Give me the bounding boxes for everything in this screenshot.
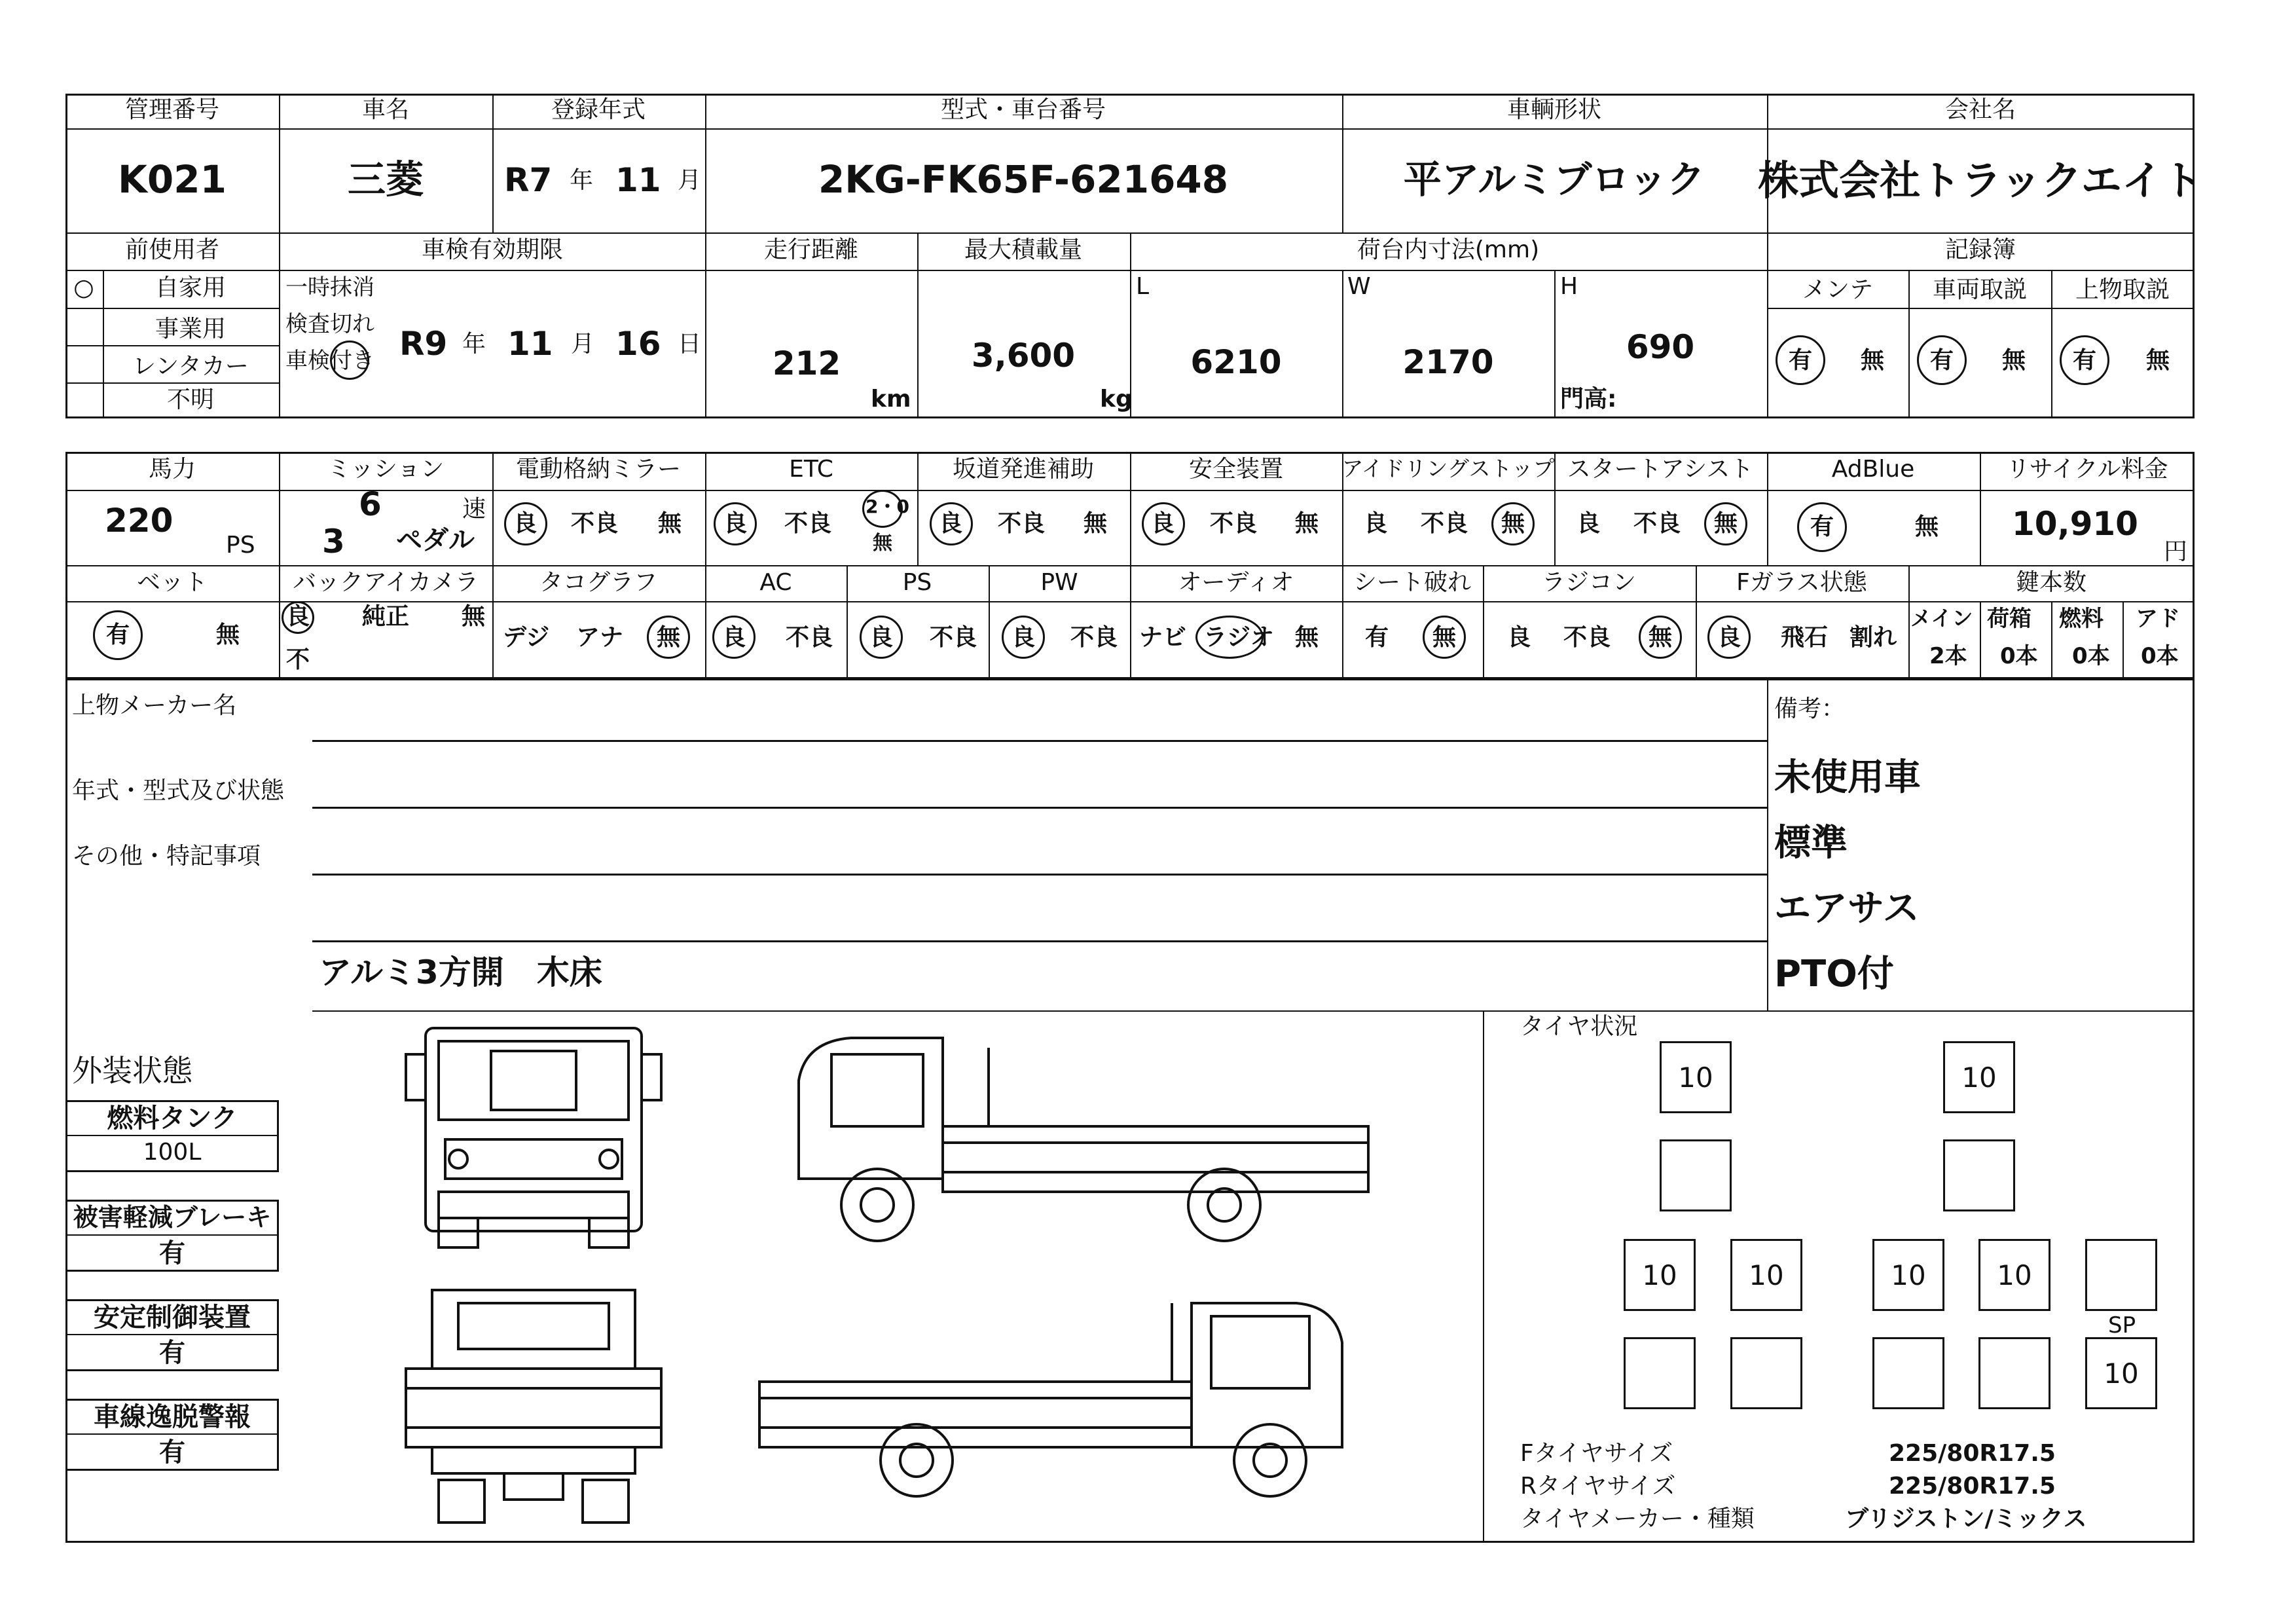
tire-spare: 10 [2085,1337,2157,1409]
stab-label: 安定制御装置 [94,1302,251,1333]
tire-rear-outer-right: 10 [1978,1239,2050,1311]
hdr-bed: ベット [136,569,208,596]
key-niba-n: 0本 [2000,643,2038,669]
reg-era: R7 [504,161,553,199]
start-furyo: 不良 [1633,510,1681,537]
header-touroku: 登録年式 [551,96,646,123]
dim-w: 2170 [1402,343,1494,381]
radicon-mu: 無 [1649,624,1673,651]
fuel-label: 燃料タンク [107,1103,238,1134]
start-mu: 無 [1714,510,1738,537]
capacity-value: 3,600 [971,337,1076,375]
record-uwamono: 上物取説 [2075,276,2170,303]
hdr-audio: オーディオ [1178,569,1294,596]
hill-ryo: 良 [939,510,963,537]
hdr-ps: PS [902,569,932,596]
seat-ari: 有 [1365,624,1389,651]
anzen-ryo: 良 [1151,510,1175,537]
hdr-fglass: Fガラス状態 [1736,569,1867,596]
seat-mu: 無 [1432,624,1457,651]
tire-rear-outer-left: 10 [1624,1239,1696,1311]
pedal-num: 3 [322,523,345,561]
prev-user-jigyo: 事業用 [155,316,227,342]
backcam-ryo: 良 [286,603,310,630]
dim-mondaka: 門高: [1560,386,1617,413]
biko-line3: エアサス [1774,887,1920,930]
idling-furyo: 不良 [1421,510,1468,537]
key-main-n: 2本 [1929,643,1967,669]
key-niba: 荷箱 [1987,606,2032,632]
prev-user-rental: レンタカー [132,353,249,380]
dim-h-label: H [1560,273,1578,300]
radicon-ryo: 良 [1507,624,1531,651]
shaken-nen: 年 [462,331,486,358]
tire-rear-inner-left: 10 [1730,1239,1802,1311]
tire-extra-box [2085,1239,2157,1311]
hdr-start: スタートアシスト [1567,456,1754,483]
biko-line4: PTO付 [1774,953,1894,995]
reg-month: 11 [615,161,661,199]
header-nidai: 荷台内寸法(mm) [1357,236,1540,263]
lane-value: 有 [159,1437,185,1467]
mente-nashi: 無 [1861,347,1885,374]
hdr-backcam: バックアイカメラ [293,569,479,596]
lane-label: 車線逸脱警報 [94,1402,251,1432]
ac-ryo: 良 [722,624,746,651]
kaisha-value: 株式会社トラックエイト [1758,157,2203,204]
prev-user-fumei: 不明 [166,386,215,413]
anzen-mu: 無 [1295,510,1319,537]
hdr-seat: シート破れ [1353,569,1472,596]
shaken-day: 16 [615,325,661,363]
biko-label: 備考： [1774,695,1846,722]
etc-furyo: 不良 [784,510,832,537]
header-kiroku: 記録簿 [1944,236,2016,263]
header-kanri: 管理番号 [124,96,220,123]
header-katashiki: 型式・車台番号 [940,96,1106,123]
adblue-ari: 有 [1810,513,1834,540]
tire-rear-inner-left-2 [1730,1337,1802,1409]
truck-right-side-view [746,1290,1381,1513]
shaken-tsuki: 車検付き [285,348,374,374]
hdr-anzen: 安全装置 [1188,456,1284,483]
tire-r-size: 225/80R17.5 [1889,1473,2056,1500]
shaken-kiregire: 検査切れ [285,311,374,337]
header-kaisha: 会社名 [1944,96,2016,123]
uwamono-nashi: 無 [2146,347,2170,374]
header-saidai: 最大積載量 [964,236,1083,263]
hill-mu: 無 [1084,510,1108,537]
ps-furyo: 不良 [930,624,977,651]
truck-left-side-view [779,1028,1381,1251]
hdr-recycle: リサイクル料金 [2006,456,2168,483]
key-nenryo: 燃料 [2059,606,2104,632]
tire-title: タイヤ状況 [1520,1013,1638,1040]
brake-value: 有 [159,1238,185,1268]
hdr-pw: PW [1040,569,1078,596]
stab-value: 有 [159,1338,185,1368]
exterior-title: 外装状態 [72,1053,192,1088]
dim-l-label: L [1136,273,1150,300]
note-maker-label: 上物メーカー名 [72,692,237,719]
hdr-hill: 坂道発進補助 [952,456,1095,483]
kanri-value: K021 [117,157,227,202]
dim-w-label: W [1347,273,1371,300]
tire-rear-inner-right: 10 [1872,1239,1944,1311]
mileage-unit: km [871,386,911,413]
shaken-month: 11 [507,325,553,363]
fglass-tobiishi: 飛石 [1781,624,1829,651]
biko-line1: 未使用車 [1774,756,1921,799]
pw-furyo: 不良 [1070,624,1118,651]
taco-ana: アナ [576,624,624,651]
idling-mu: 無 [1501,510,1525,537]
taco-deji: デジ [503,624,550,651]
speed-num: 6 [359,485,382,523]
dim-h: 690 [1626,328,1695,366]
header-soko: 走行距離 [763,236,859,263]
etc-mu: 無 [873,532,892,555]
etc-ryo: 良 [723,510,748,537]
taco-mu: 無 [657,624,681,651]
tire-front-right-2 [1943,1139,2015,1211]
audio-radio: ラジオ [1203,624,1275,651]
recycle-value: 10,910 [2012,505,2138,543]
tire-sp-label: SP [2108,1312,2136,1338]
header-zenshiyo: 前使用者 [124,236,220,263]
hdr-ac: AC [759,569,792,596]
backcam-fu: 不 [286,646,310,673]
adblue-mu: 無 [1915,513,1939,540]
sharyo-ari: 有 [1930,347,1954,374]
header-keijo: 車輌形状 [1506,96,1602,123]
speed-label: 速 [462,496,486,523]
ps-value: 220 [105,502,173,540]
fuel-value: 100L [143,1139,202,1166]
key-nenryo-n: 0本 [2072,643,2110,669]
audio-navi: ナビ [1139,624,1187,651]
tire-rear-outer-left-2 [1624,1337,1696,1409]
idling-ryo: 良 [1364,510,1388,537]
fglass-ryo: 良 [1717,624,1741,651]
hdr-mirror: 電動格納ミラー [515,456,682,483]
hdr-etc: ETC [789,456,833,483]
bed-mu: 無 [216,621,240,648]
tire-maker: ブリジストン/ミックス [1845,1505,2087,1532]
backcam-junsei: 純正 [362,603,410,630]
tire-r-size-label: Rタイヤサイズ [1520,1473,1676,1500]
shaken-era: R9 [399,325,448,363]
bed-ari: 有 [106,621,130,648]
note-nenshiki-label: 年式・型式及び状態 [72,777,285,804]
record-sharyo: 車両取説 [1932,276,2028,303]
note-body: アルミ3方開 木床 [319,953,602,991]
tire-rear-outer-right-2 [1978,1337,2050,1409]
hdr-bariki: 馬力 [148,456,196,483]
mente-ari: 有 [1789,347,1813,374]
tire-maker-label: タイヤメーカー・種類 [1520,1505,1755,1532]
pedal-label: ペダル [396,525,475,555]
fglass-ware: 割れ [1850,624,1897,651]
biko-line2: 標準 [1774,822,1848,864]
brake-label: 被害軽減ブレーキ [73,1203,272,1232]
backcam-mu: 無 [462,603,486,630]
uwamono-ari: 有 [2073,347,2097,374]
sharyo-nashi: 無 [2002,347,2026,374]
mirror-mu: 無 [658,510,682,537]
tire-front-left: 10 [1660,1041,1732,1113]
tire-f-size-label: Fタイヤサイズ [1520,1440,1673,1467]
shaken-hi: 日 [678,331,702,358]
prev-user-jika: 自家用 [155,274,227,301]
truck-rear-view [399,1277,668,1526]
hdr-adblue: AdBlue [1831,456,1915,483]
reg-tsuki: 月 [678,167,702,194]
audio-mu: 無 [1295,624,1319,651]
shaken-tsuki-circle [330,341,369,380]
dim-l: 6210 [1190,343,1282,381]
capacity-unit: kg [1100,386,1133,413]
ps-unit: PS [226,532,255,559]
ps-ryo: 良 [869,624,894,651]
tire-rear-inner-right-2 [1872,1337,1944,1409]
anzen-furyo: 不良 [1210,510,1258,537]
hdr-keys: 鍵本数 [2015,569,2087,596]
prev-user-mark: ○ [73,274,94,301]
note-sonota-label: その他・特記事項 [72,843,261,870]
katashiki-value: 2KG-FK65F-621648 [818,157,1229,202]
key-ado: アド [2136,606,2180,632]
reg-nen: 年 [570,167,594,194]
header-shaken: 車検有効期限 [421,236,564,263]
recycle-yen: 円 [2164,538,2188,565]
tire-front-right: 10 [1943,1041,2015,1113]
shaken-ichiji: 一時抹消 [285,274,374,301]
mirror-furyo: 不良 [571,510,619,537]
etc2-label: 2・0 [866,496,909,517]
radicon-furyo: 不良 [1563,624,1611,651]
mileage-value: 212 [772,344,841,382]
truck-front-view [399,1015,668,1251]
mirror-ryo: 良 [513,510,538,537]
tire-front-left-2 [1660,1139,1732,1211]
hdr-idling: アイドリングストップ [1341,456,1555,481]
hdr-radicon: ラジコン [1541,569,1637,596]
header-shamei: 車名 [361,96,410,123]
shaken-tsuki-unit: 月 [571,331,595,358]
tire-f-size: 225/80R17.5 [1889,1440,2056,1467]
pw-ryo: 良 [1011,624,1036,651]
hdr-taco: タコグラフ [539,569,658,596]
key-ado-n: 0本 [2141,643,2179,669]
start-ryo: 良 [1576,510,1601,537]
record-mente: メンテ [1802,276,1874,303]
keijo-value: 平アルミブロック [1403,157,1705,202]
hdr-mission: ミッション [327,456,445,483]
shamei-value: 三菱 [347,157,424,202]
key-main: メイン [1910,606,1973,631]
hill-furyo: 不良 [998,510,1046,537]
ac-furyo: 不良 [786,624,833,651]
